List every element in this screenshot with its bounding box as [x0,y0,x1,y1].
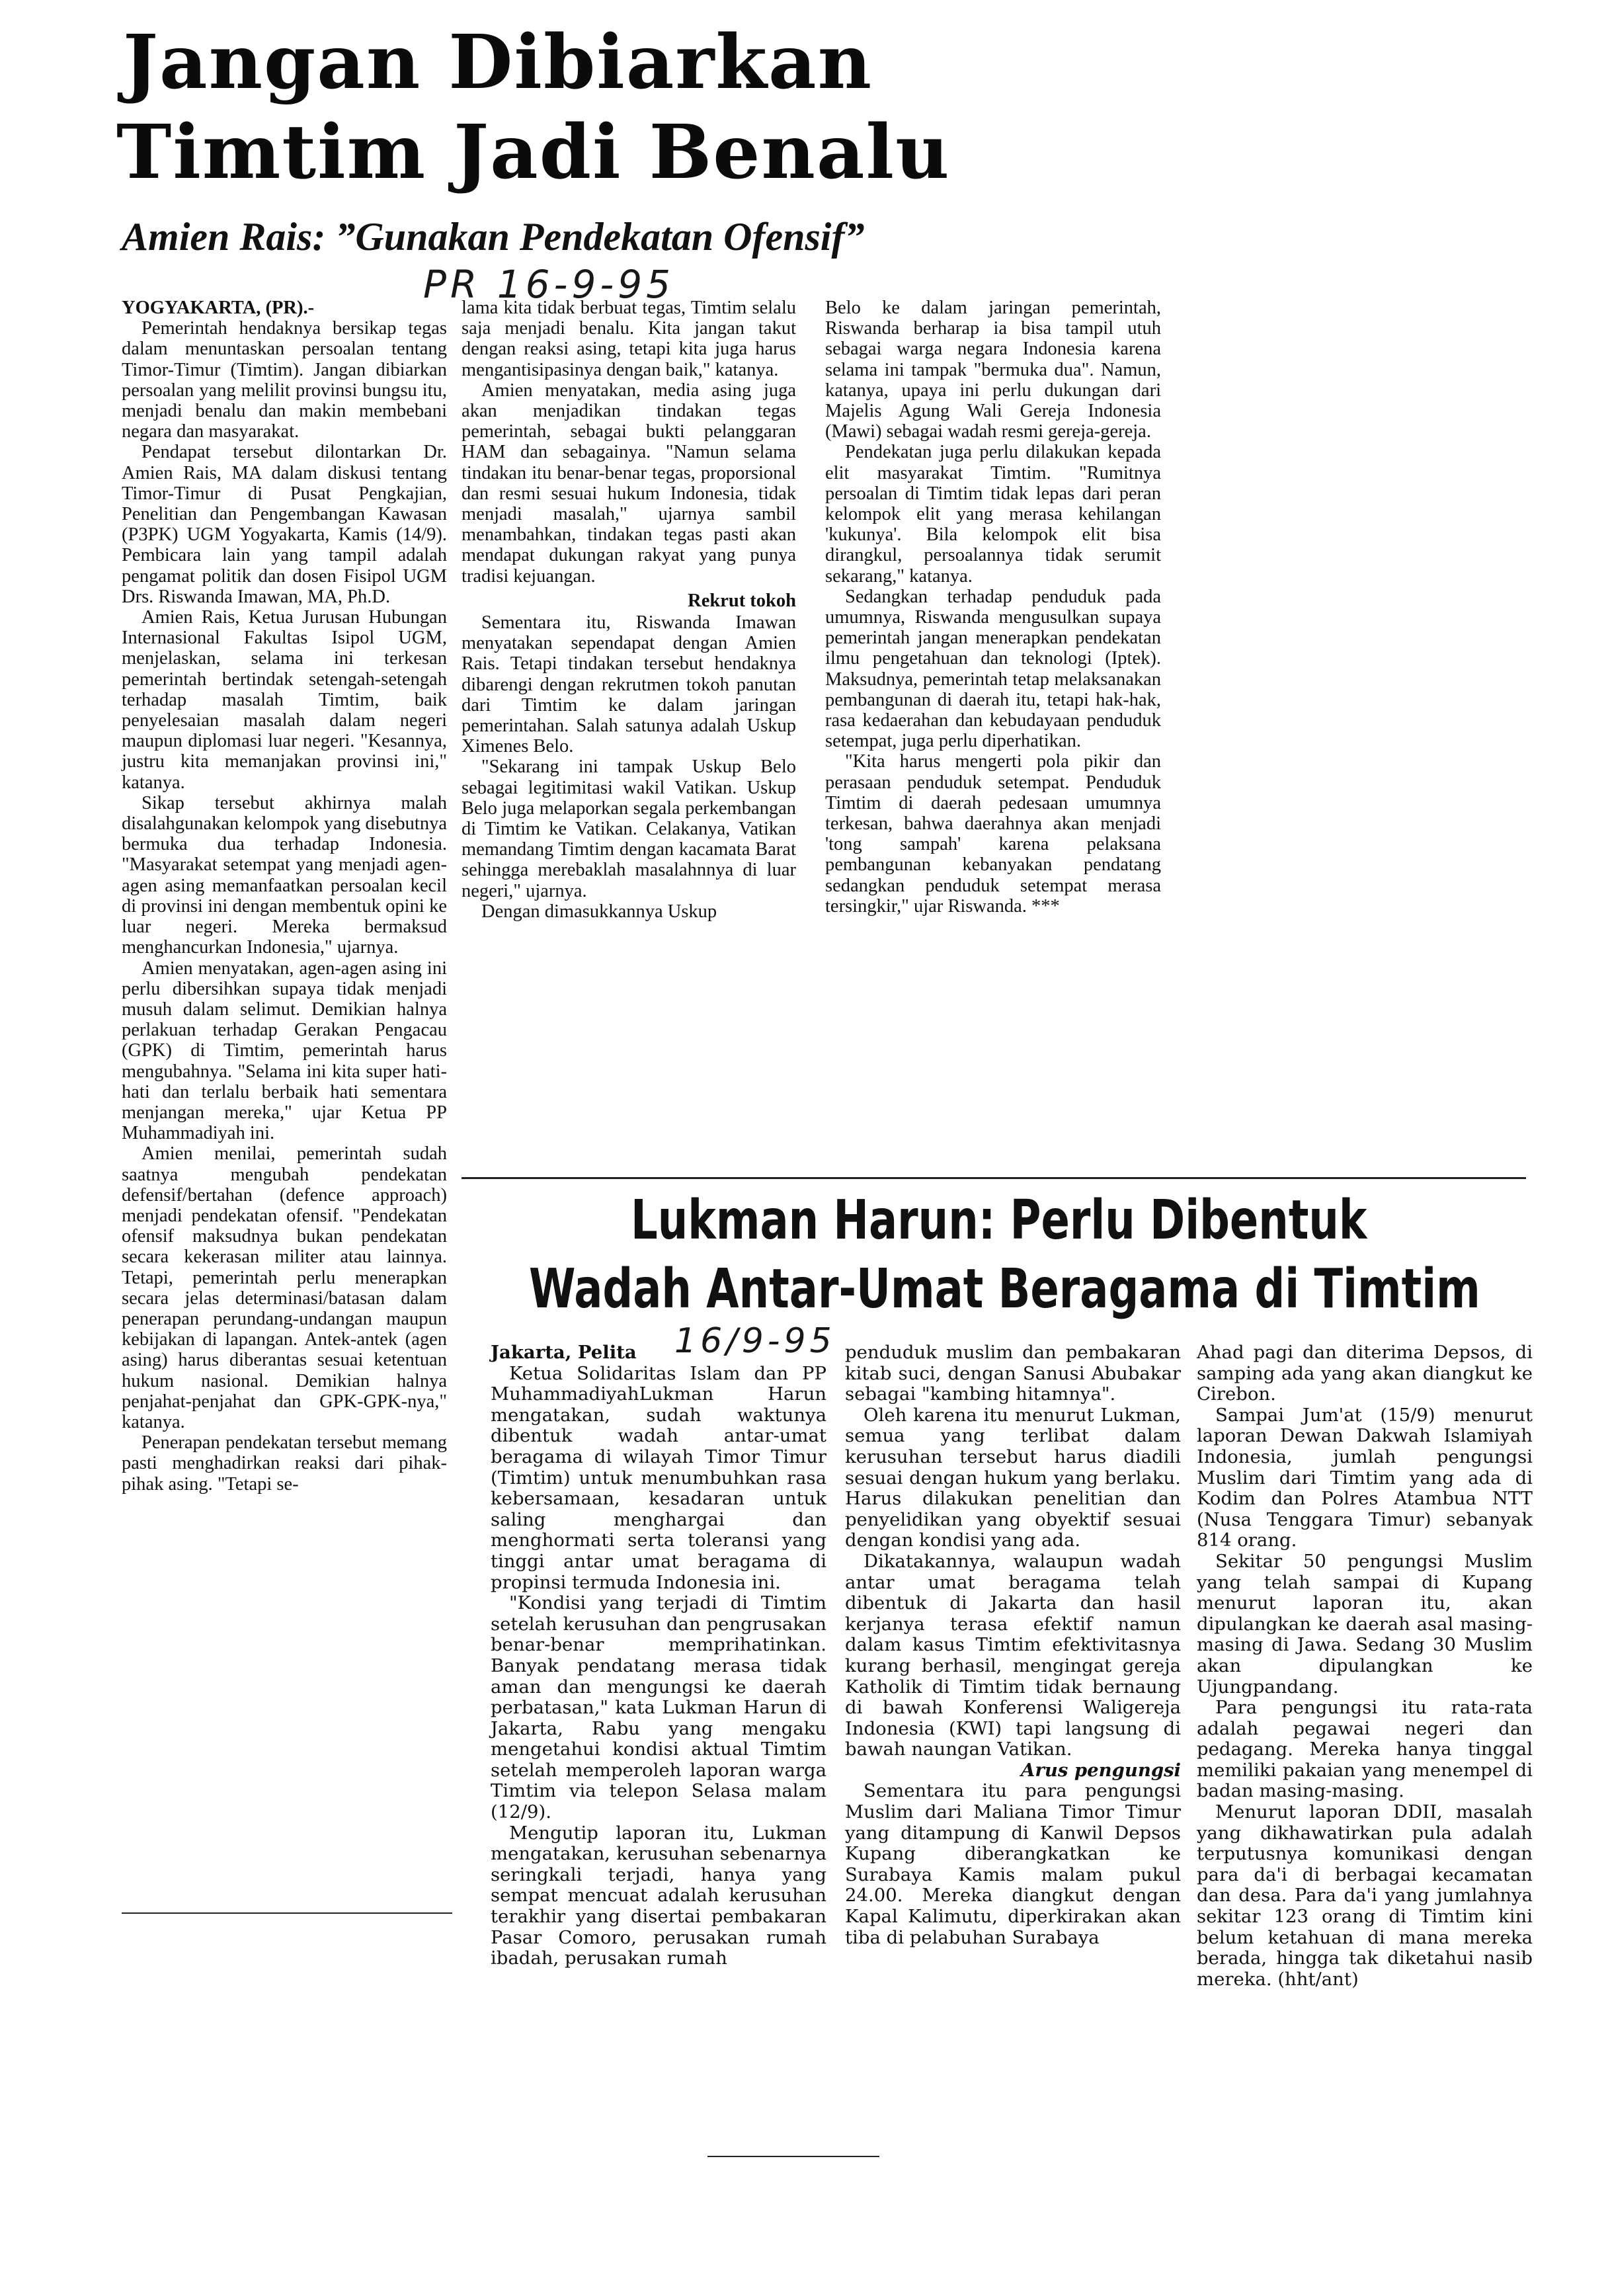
paragraph: Amien menyatakan, media asing juga akan menjadikan tindakan tegas pemerintah, sebagai bukti pelanggaran HAM dan sebagainya. "Namun selama tindakan itu benar-benar tegas, proporsional dan resmi sesuai hukum Indonesia, tidak menjadi masalah," ujarnya sambil menambahkan, tindakan tegas pasti akan mendapat dukungan rakyat yang punya tradisi kejuangan. [462,380,796,587]
paragraph: Oleh karena itu menurut Lukman, semua yang terlibat dalam kerusuhan tersebut harus diadili sesuai dengan hukum yang berlaku. Harus dilakukan penelitian dan penyelidikan yang obyektif sesuai dengan kondisi yang ada. [845,1404,1181,1551]
paragraph: lama kita tidak berbuat tegas, Timtim selalu saja menjadi benalu. Kita jangan takut dengan reaksi asing, tetapi kita juga harus mengantisipasinya dengan baik," katanya. [462,298,796,380]
article2-headline-line1: Lukman Harun: Perlu Dibentuk [631,1189,1367,1252]
paragraph: Dikatakannya, walaupun wadah antar umat beragama telah dibentuk di Jakarta dan hasil kerjanya terasa efektif namun dalam kasus Timtim efektivitasnya kurang berhasil, mengingat gereja Katholik di Timtim tidak bernaung di bawah Konferensi Waligereja Indonesia (KWI) tapi langsung di bawah naungan Vatikan. [845,1550,1181,1760]
article2-column-3 [1197,1342,1533,1990]
paragraph: Amien menilai, pemerintah sudah saatnya mengubah pendekatan defensif/bertahan (defence approach) menjadi pendekatan ofensif. "Pendekatan ofensif maksudnya bukan pendekatan secara kekerasan militer atau lainnya. Tetapi, pemerintah perlu menerapkan secara jelas determinasi/batasan dalam penerapan perundang-undangan maupun kebijakan di lapangan. Antek-antek (agen asing) harus diberantas sesuai ketentuan hukum nasional. Demikian halnya penjahat-penjahat dan GPK-GPK-nya," katanya. [122,1143,447,1432]
paragraph: "Kita harus mengerti pola pikir dan perasaan penduduk setempat. Penduduk Timtim di daerah pedesaan umumnya terkesan, bahwa daerahnya akan menjadi 'tong sampah' karena pelaksana pembangunan kebanyakan pendatang sedangkan penduduk setempat merasa tersingkir," ujar Riswanda. *** [825,751,1161,917]
paragraph: Pendekatan juga perlu dilakukan kepada elit masyarakat Timtim. "Rumitnya persoalan di Timtim tidak lepas dari peran kelompok elit yang merasa kehilangan 'kukunya'. Bila kelompok elit bisa dirangkul, persoalannya tidak serumit sekarang," katanya. [825,442,1161,587]
paragraph: Penerapan pendekatan tersebut memang pasti menghadirkan reaksi dari pihak-pihak asing. "Tetapi se- [122,1432,447,1495]
dateline: YOGYAKARTA, (PR).- [122,298,315,318]
paragraph: "Kondisi yang terjadi di Timtim setelah kerusuhan dan pengrusakan benar-benar memprihatinkan. Banyak pendatang merasa tidak aman dan mengungsi ke daerah perbatasan," kata Lukman Harun di Jakarta, Rabu yang mengaku mengetahui kondisi aktual Timtim setelah memperoleh laporan warga Timtim via telepon Selasa malam (12/9). [491,1592,826,1823]
article1-column-2 [462,298,796,922]
handwritten-date-note: PR 16-9-95 [423,262,675,307]
article-end-rule [707,2156,879,2157]
paragraph: Ketua Solidaritas Islam dan PP MuhammadiyahLukman Harun mengatakan, sudah waktunya dibentuk wadah antar-umat beragama di wilayah Timor Timur (Timtim) untuk menumbuhkan rasa kebersamaan, kesadaran untuk saling menghargai dan menghormati serta toleransi yang tinggi antar umat beragama di propinsi termuda Indonesia ini. [491,1362,826,1593]
subheading-rekrut-tokoh: Rekrut tokoh [688,590,796,611]
article1-headline-line2: Timtim Jadi Benalu [116,109,951,196]
article1-column-1 [122,298,447,1495]
section-divider [462,1177,1526,1179]
paragraph: Amien menyatakan, agen-agen asing ini perlu dibersihkan supaya tidak menjadi musuh dalam selimut. Demikian halnya perlakuan terhadap Gerakan Pengacau (GPK) di Timtim, pemerintah harus mengubahnya. "Selama ini kita super hati-hati dan terlalu berbaik hati sementara menjangan mereka," ujar Ketua PP Muhammadiyah ini. [122,958,447,1144]
paragraph: Para pengungsi itu rata-rata adalah pegawai negeri dan pedagang. Mereka hanya tinggal memiliki pakaian yang menempel di badan masing-masing. [1197,1697,1533,1802]
article2-column-2 [845,1342,1181,1948]
paragraph: Sikap tersebut akhirnya malah disalahgunakan kelompok yang disebutnya bermuka dua terhadap Indonesia. "Masyarakat setempat yang menjadi agen-agen asing memanfaatkan persoalan kecil di provinsi ini dengan membentuk opini ke luar negeri. Mereka bermaksud menghancurkan Indonesia," ujarnya. [122,792,447,958]
paragraph: Pemerintah hendaknya bersikap tegas dalam menuntaskan persoalan tentang Timor-Timur (Timtim). Jangan dibiarkan persoalan yang melilit provinsi bungsu itu, menjadi benalu dan makin membebani negara dan masyarakat. [122,318,447,442]
paragraph: Sementara itu para pengungsi Muslim dari Maliana Timor Timur yang ditampung di Kanwil Depsos Kupang diberangkatkan ke Surabaya Kamis malam pukul 24.00. Mereka diangkut dengan Kapal Kalimutu, diperkirakan akan tiba di pelabuhan Surabaya [845,1780,1181,1948]
paragraph: Pendapat tersebut dilontarkan Dr. Amien Rais, MA dalam diskusi tentang Timor-Timur di Pusat Pengkajian, Penelitian dan Pengembangan Kawasan (P3PK) UGM Yogyakarta, Kamis (14/9). Pembicara lain yang tampil adalah pengamat politik dan dosen Fisipol UGM Drs. Riswanda Imawan, MA, Ph.D. [122,442,447,607]
paragraph: Dengan dimasukkannya Uskup [481,901,717,922]
paragraph: penduduk muslim dan pembakaran kitab suci, dengan Sanusi Abubakar sebagai "kambing hitamnya". [845,1342,1181,1405]
paragraph: Menurut laporan DDII, masalah yang dikhawatirkan pula adalah terputusnya komunikasi dengan para da'i di berbagai kecamatan dan desa. Para da'i yang jumlahnya sekitar 123 orang di Timtim kini belum ketahuan di mana mereka berada, hingga tak diketahui nasib mereka. (hht/ant) [1197,1801,1533,1990]
column-end-rule [122,1912,452,1914]
article1-kicker: Amien Rais: ”Gunakan Pendekatan Ofensif” [122,215,865,259]
paragraph: "Sekarang ini tampak Uskup Belo sebagai legitimitasi wakil Vatikan. Uskup Belo juga melaporkan segala perkembangan di Timtim ke Vatikan. Celakanya, Vatikan memandang Timtim dengan kacamata Barat sehingga merebaklah masalahnnya di luar negeri," ujarnya. [462,757,796,901]
handwritten-date-note-2: 16/9-95 [674,1321,836,1361]
dateline: Jakarta, Pelita [491,1342,637,1363]
article2-column-1 [491,1342,826,1969]
paragraph: Sementara itu, Riswanda Imawan menyatakan sependapat dengan Amien Rais. Tetapi tindakan tersebut hendaknya dibarengi dengan rekrutmen tokoh panutan dari Timtim ke dalam jaringan pemerintahan. Salah satunya adalah Uskup Ximenes Belo. [462,612,796,757]
article2-headline-line2: Wadah Antar-Umat Beragama di Timtim [529,1258,1480,1321]
paragraph: Mengutip laporan itu, Lukman mengatakan, kerusuhan sebenarnya seringkali terjadi, hanya yang sempat mencuat adalah kerusuhan terakhir yang disertai pembakaran Pasar Comoro, perusakan rumah ibadah, perusakan rumah [491,1822,826,1969]
paragraph: Amien Rais, Ketua Jurusan Hubungan Internasional Fakultas Isipol UGM, menjelaskan, selama ini terkesan pemerintah bertindak setengah-setengah terhadap masalah Timtim, baik penyelesaian masalah dalam negeri maupun diplomasi luar negeri. "Kesannya, justru kita memanjakan provinsi ini," katanya. [122,607,447,793]
article1-headline-line1: Jangan Dibiarkan [123,19,873,106]
article1-column-3 [825,298,1161,917]
paragraph: Ahad pagi dan diterima Depsos, di samping ada yang akan diangkut ke Cirebon. [1197,1342,1533,1405]
subheading-arus-pengungsi: Arus pengungsi [1021,1759,1181,1781]
paragraph: Sampai Jum'at (15/9) menurut laporan Dewan Dakwah Islamiyah Indonesia, jumlah pengungsi Muslim dari Timtim yang ada di Kodim dan Polres Atambua NTT (Nusa Tenggara Timur) sebanyak 814 orang. [1197,1404,1533,1551]
paragraph: Sedangkan terhadap penduduk pada umumnya, Riswanda mengusulkan supaya pemerintah jangan menerapkan pendekatan ilmu pengetahuan dan teknologi (Iptek). Maksudnya, pemerintah tetap melaksanakan pembangunan di daerah itu, tetapi hak-hak, rasa kedaerahan dan kebudayaan penduduk setempat, juga perlu diperhatikan. [825,586,1161,752]
paragraph: Belo ke dalam jaringan pemerintah, Riswanda berharap ia bisa tampil utuh sebagai warga negara Indonesia karena selama ini tampak "bermuka dua". Namun, katanya, upaya ini perlu dukungan dari Majelis Agung Wali Gereja Indonesia (Mawi) sebagai wadah resmi gereja-gereja. [825,298,1161,442]
paragraph: Sekitar 50 pengungsi Muslim yang telah sampai di Kupang menurut laporan itu, akan dipulangkan ke daerah asal masing-masing di Jawa. Sedang 30 Muslim akan dipulangkan ke Ujungpandang. [1197,1550,1533,1698]
